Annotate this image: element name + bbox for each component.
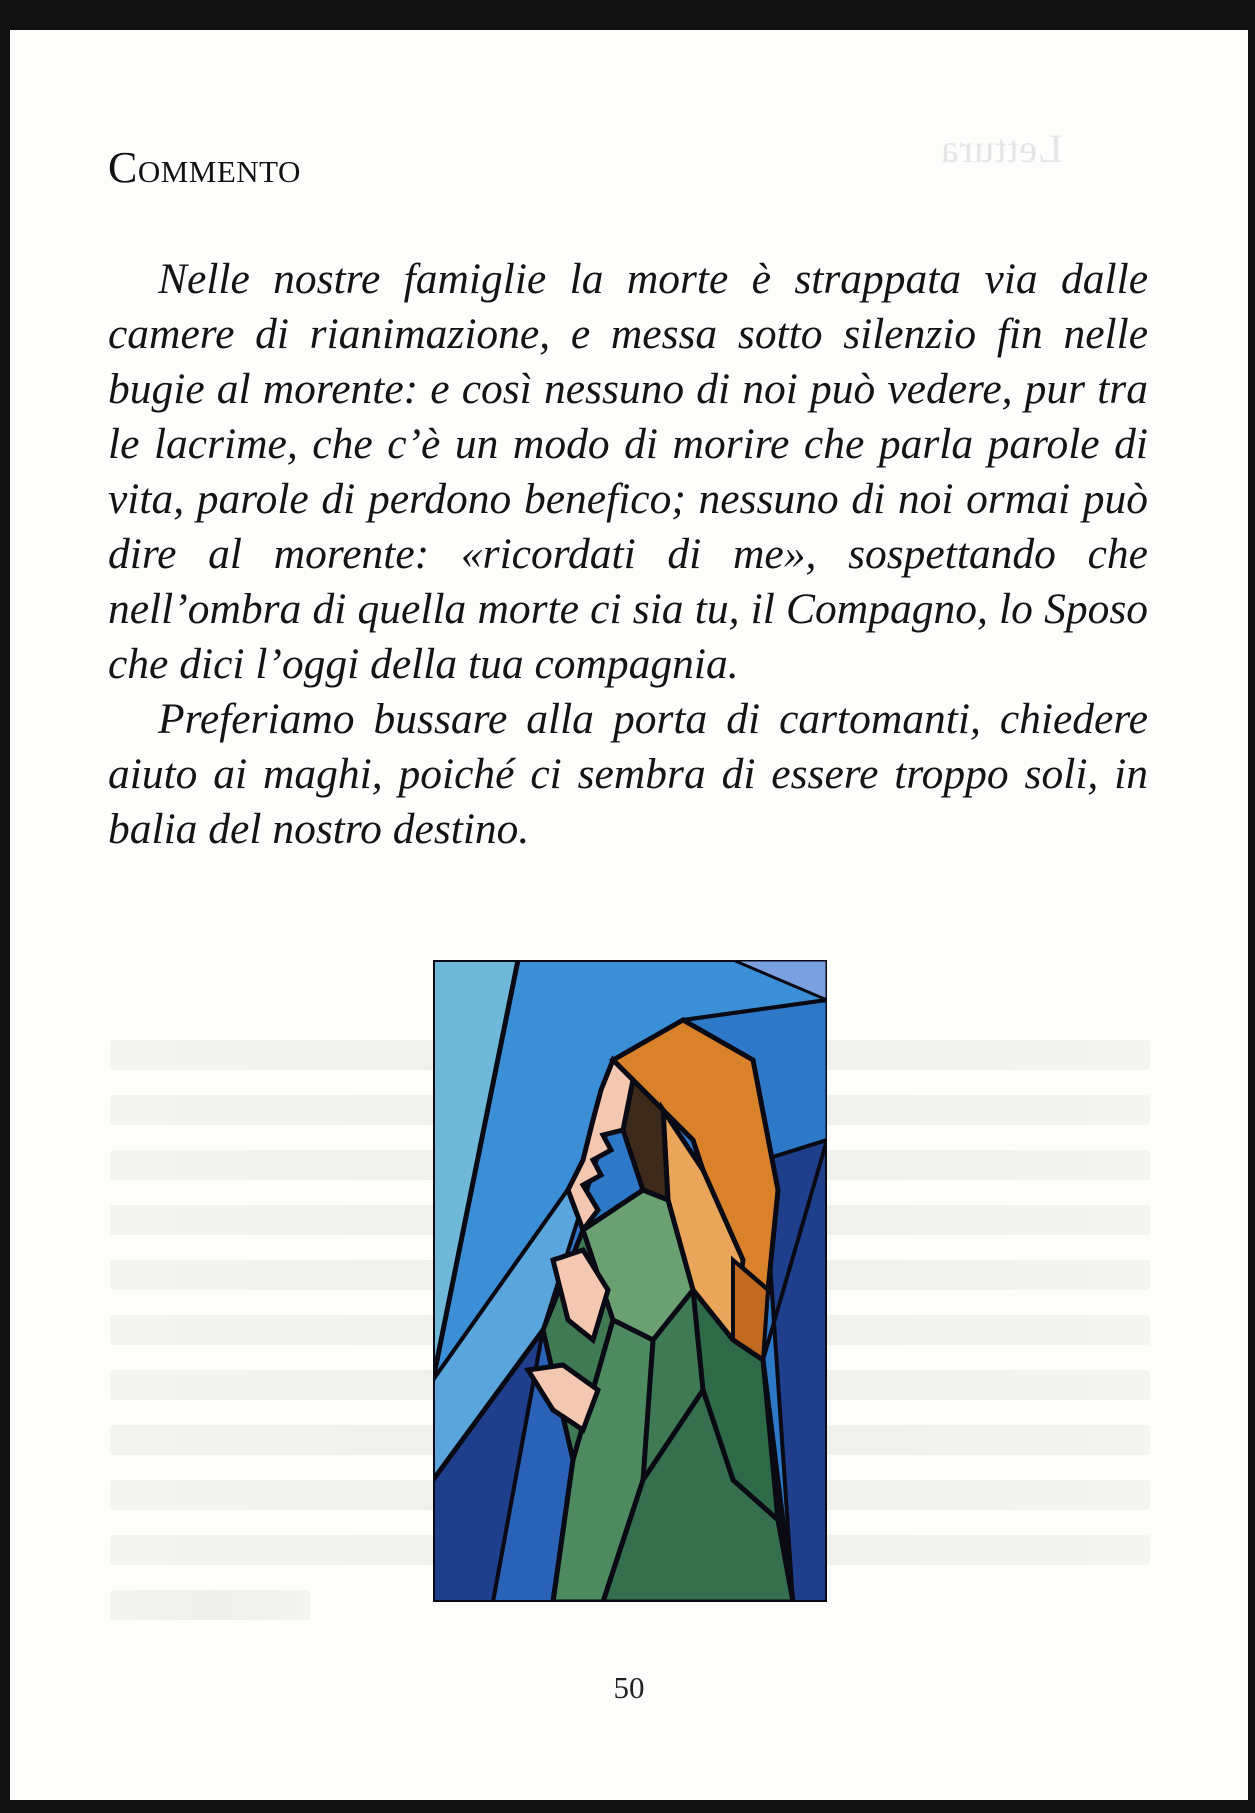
bleed-line <box>110 1590 310 1620</box>
paragraph: Nelle nostre famiglie la morte è strappata via dalle camere di rianimazione, e messa sotto silenzio fin nelle bugie al morente: e così nessuno di noi può vedere, pur tra le lacrime, che c’è un modo di morire che parla parole di vita, parole di perdono benefico; nessuno di noi ormai può dire al morente: «ricordati di me», sospettando che nell’ombra di quella morte ci sia tu, il Compagno, lo Sposo che dici l’oggi della tua compagnia. <box>108 255 1148 688</box>
section-heading: Commento <box>108 143 301 192</box>
stained-glass-illustration <box>433 960 827 1602</box>
comment-text <box>108 252 1148 857</box>
book-page <box>10 30 1248 1800</box>
stained-glass-woman-image <box>433 960 827 1602</box>
page-number: 50 <box>613 1670 645 1705</box>
paragraph: Preferiamo bussare alla porta di cartomanti, chiedere aiuto ai maghi, poiché ci sembra di essere troppo soli, in balia del nostro destino. <box>108 695 1148 853</box>
bleed-through-heading: Lettura <box>940 126 1063 171</box>
